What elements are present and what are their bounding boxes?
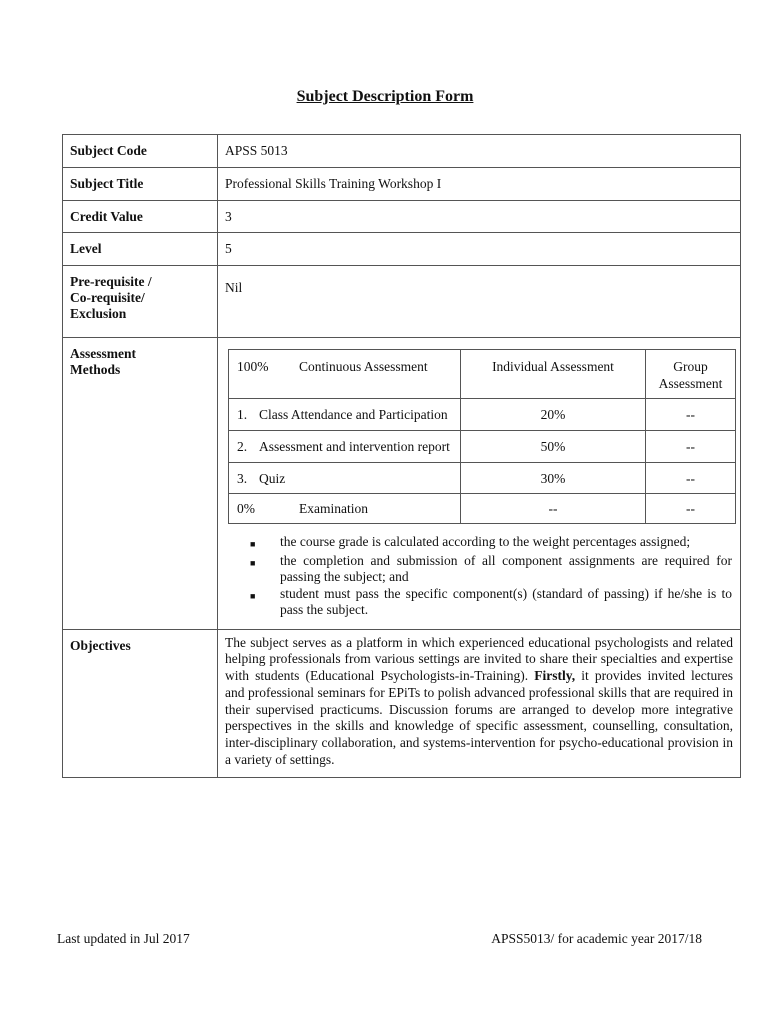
item-3-group: -- <box>646 463 736 494</box>
label-prerequisite-line3: Exclusion <box>70 306 127 321</box>
assessment-cell <box>218 338 741 630</box>
header-pct: 100% <box>237 359 269 374</box>
header-continuous <box>229 350 461 399</box>
note-text: the completion and submission of all component assignments are required for passing the subject; and <box>280 552 732 584</box>
footer-academic-year: APSS5013/ for academic year 2017/18 <box>491 931 702 946</box>
item-2-group: -- <box>646 431 736 463</box>
objectives-text <box>218 629 741 777</box>
label-prerequisite <box>63 266 218 338</box>
exam-pct: 0% <box>237 501 255 516</box>
label-objectives: Objectives <box>63 629 218 777</box>
row-objectives <box>63 629 741 777</box>
bullet-square-icon: ■ <box>250 539 256 549</box>
item-1-num: 1. <box>237 407 248 422</box>
note-item <box>250 553 732 586</box>
subject-table <box>62 134 741 778</box>
note-text: the course grade is calculated according to the weight percentages assigned; <box>280 534 691 549</box>
label-level: Level <box>63 233 218 266</box>
value-level: 5 <box>218 233 741 266</box>
value-credit-value: 3 <box>218 201 741 233</box>
label-prerequisite-line1: Pre-requisite / <box>70 274 152 289</box>
item-2-num: 2. <box>237 439 248 454</box>
label-credit-value: Credit Value <box>63 201 218 233</box>
assessment-exam-row <box>229 494 736 524</box>
exam-label: Examination <box>299 501 368 516</box>
objectives-part1: The subject serves as a platform in which experienced educational psychologists and related helping professionals from various settings are invited to share their specialties and expertise with students (Educational Psychologists-in-Training). <box>225 634 733 684</box>
item-1-name: Class Attendance and Participation <box>259 407 448 422</box>
row-subject-code <box>63 135 741 168</box>
header-group: Group Assessment <box>646 350 736 399</box>
note-item <box>250 534 732 553</box>
item-2-individual: 50% <box>461 431 646 463</box>
bullet-square-icon: ■ <box>250 557 256 568</box>
assessment-notes <box>250 534 732 619</box>
label-subject-code: Subject Code <box>63 135 218 168</box>
label-assessment-line2: Methods <box>70 362 121 377</box>
exam-cell <box>229 494 461 524</box>
row-subject-title <box>63 168 741 201</box>
row-prerequisite <box>63 266 741 338</box>
header-individual: Individual Assessment <box>461 350 646 399</box>
value-subject-code: APSS 5013 <box>218 135 741 168</box>
objectives-part2: it provides invited lectures and professional seminars for EPiTs to polish advanced professional skills that are required in their supervised practicums. Discussion forums are arranged to develop more integrative perspectives in the skills and knowledge of specific assessment, counselling, consultation, inter-disciplinary collaboration, and systems-intervention for psycho-educational provision in a variety of settings. <box>225 668 734 768</box>
assessment-item-row <box>229 399 736 431</box>
label-assessment-methods <box>63 338 218 630</box>
item-1-individual: 20% <box>461 399 646 431</box>
exam-individual: -- <box>461 494 646 524</box>
header-continuous-label: Continuous Assessment <box>299 359 428 374</box>
item-1-group: -- <box>646 399 736 431</box>
note-item <box>250 586 732 619</box>
label-subject-title: Subject Title <box>63 168 218 201</box>
item-2-name: Assessment and intervention report <box>259 439 450 454</box>
assessment-item-row <box>229 463 736 494</box>
row-assessment-methods <box>63 338 741 630</box>
bullet-square-icon: ■ <box>250 590 256 601</box>
row-credit-value <box>63 201 741 233</box>
exam-group: -- <box>646 494 736 524</box>
footer-last-updated: Last updated in Jul 2017 <box>57 931 190 946</box>
assessment-item-row <box>229 431 736 463</box>
form-title: Subject Description Form <box>296 88 474 105</box>
item-3-name: Quiz <box>259 471 286 486</box>
item-1-cell <box>229 399 461 431</box>
assessment-header-row <box>229 350 736 399</box>
objectives-bold: Firstly, <box>534 668 576 684</box>
note-text: student must pass the specific component(s) (standard of passing) if he/she is to pass the subject. <box>280 585 732 617</box>
assessment-table <box>228 349 736 524</box>
label-assessment-line1: Assessment <box>70 346 136 361</box>
item-3-individual: 30% <box>461 463 646 494</box>
item-3-num: 3. <box>237 471 248 486</box>
item-2-cell <box>229 431 461 463</box>
row-level <box>63 233 741 266</box>
label-prerequisite-line2: Co-requisite/ <box>70 290 145 305</box>
value-prerequisite: Nil <box>218 266 741 338</box>
value-subject-title: Professional Skills Training Workshop I <box>218 168 741 201</box>
item-3-cell <box>229 463 461 494</box>
